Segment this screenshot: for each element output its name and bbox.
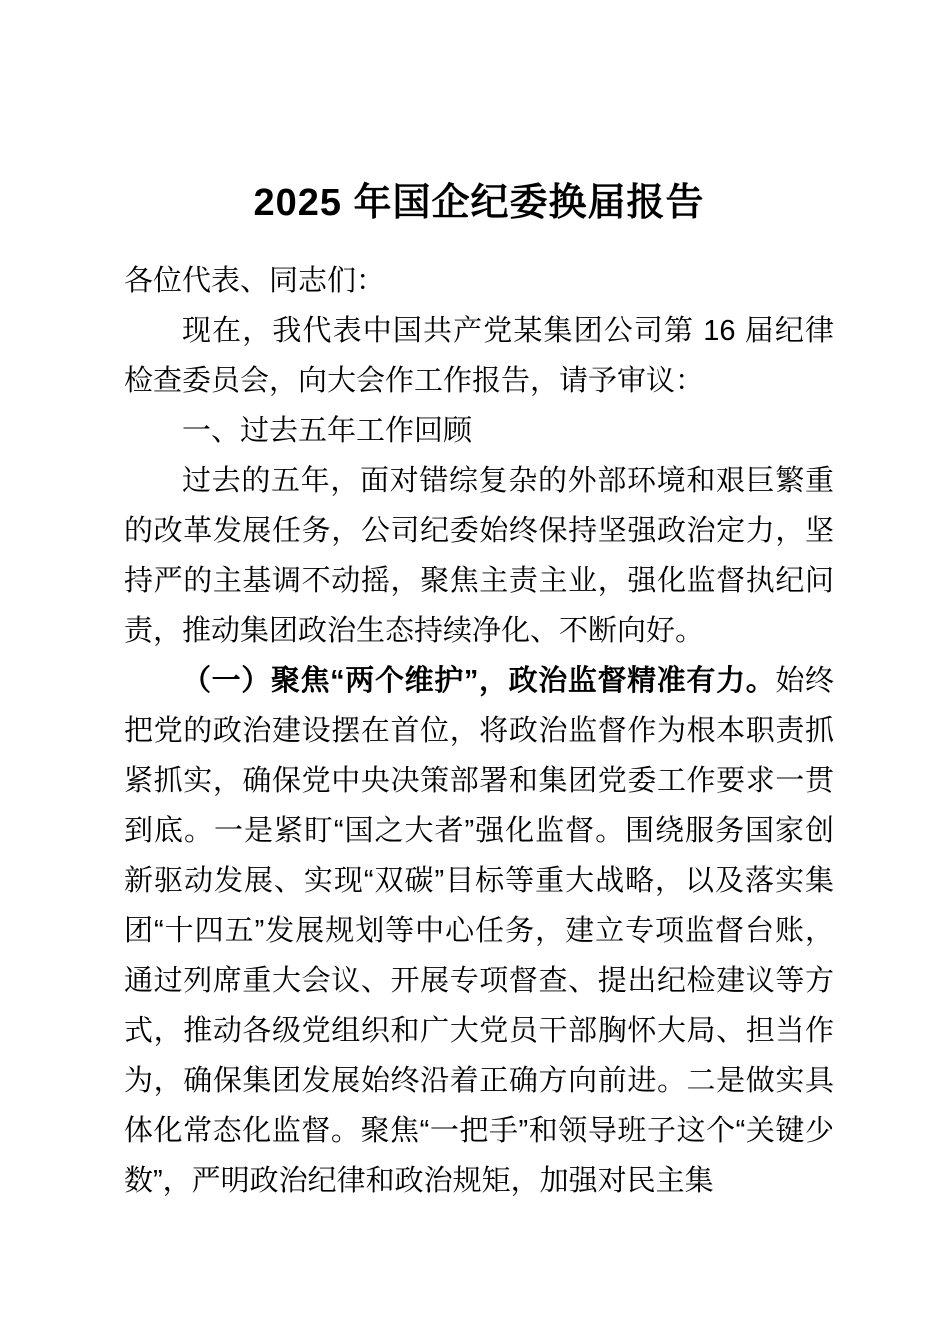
- section-heading: 一、过去五年工作回顾: [182, 415, 473, 447]
- document-title: 2025 年国企纪委换届报告: [253, 182, 705, 224]
- subsection-body-text: 始终把党的政治建设摆在首位，将政治监督作为根本职责抓紧抓实，确保党中央决策部署和集团党委工作要求一贯到底。一是紧盯“国之大者”强化监督。围绕服务国家创新驱动发展、实现“双碳”目标等重大战略，以及落实集团“十四五”发展规划等中心任务，建立专项监督台账，通过列席重大会议、开展专项督查、提出纪检建议等方式，推动各级党组织和广大党员干部胸怀大局、担当作为，确保集团发展始终沿着正确方向前进。二是做实具体化常态化监督。聚焦“一把手”和领导班子这个“关键少数”，严明政治纪律和政治规矩，加强对民主集: [124, 665, 834, 1197]
- salutation-paragraph: 各位代表、同志们：: [124, 265, 386, 297]
- intro-paragraph: 现在，我代表中国共产党某集团公司第 16 届纪律检查委员会，向大会作工作报告，请予审议：: [124, 315, 834, 397]
- subsection-paragraph: [124, 656, 834, 1206]
- subsection-bold-lead: （一）聚焦“两个维护”，政治监督精准有力。: [182, 665, 776, 697]
- review-paragraph: 过去的五年，面对错综复杂的外部环境和艰巨繁重的改革发展任务，公司纪委始终保持坚强政治定力，坚持严的主基调不动摇，聚焦主责主业，强化监督执纪问责，推动集团政治生态持续净化、不断向好。: [124, 465, 834, 647]
